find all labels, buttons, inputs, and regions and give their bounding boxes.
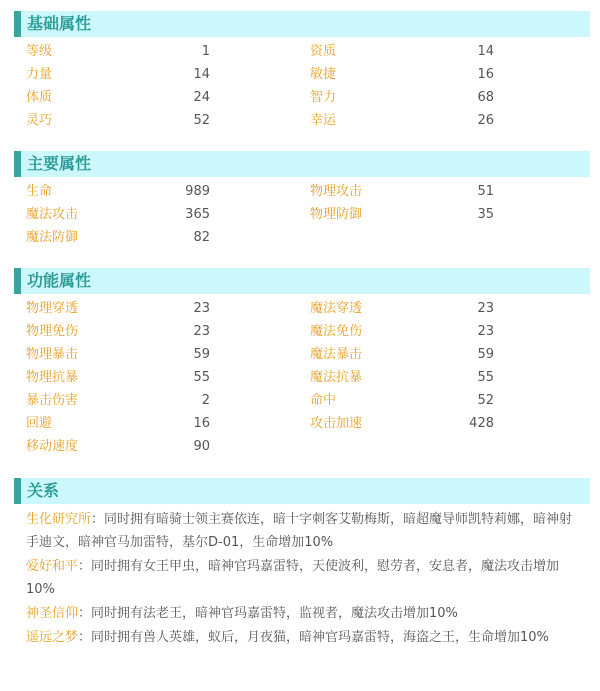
- function-attributes-table: [14, 297, 590, 458]
- attr-row: [14, 343, 590, 366]
- relation-item: [26, 508, 580, 554]
- attr-value: 23: [477, 301, 494, 316]
- attr-label: 暴击伤害: [26, 393, 79, 408]
- attr-label: 灵巧: [26, 113, 53, 128]
- main-attributes-section: [14, 151, 590, 249]
- attr-value: 989: [185, 184, 210, 199]
- attr-value: 2: [201, 393, 210, 408]
- attr-label: 力量: [26, 67, 53, 82]
- attr-label: 魔法攻击: [26, 207, 79, 222]
- attr-label: 魔法暴击: [310, 347, 363, 362]
- attr-row: [14, 366, 590, 389]
- attr-value: 428: [469, 416, 494, 431]
- attr-value: 55: [477, 370, 494, 385]
- attr-label: 体质: [26, 90, 53, 105]
- attr-row: [14, 180, 590, 203]
- basic-attributes-table: [14, 40, 590, 132]
- attr-value: 59: [193, 347, 210, 362]
- attr-label: 物理暴击: [26, 347, 79, 362]
- attr-label: 生命: [26, 184, 53, 199]
- relation-item: [26, 602, 580, 625]
- attr-row: [14, 63, 590, 86]
- attr-label: 物理免伤: [26, 324, 79, 339]
- attr-row: [14, 109, 590, 132]
- relation-text: ：同时拥有兽人英雄，蚁后，月夜猫，暗神官玛嘉雷特，海盗之王，生命增加10%: [78, 630, 549, 645]
- attr-value: 365: [185, 207, 210, 222]
- relations-section: [14, 478, 590, 650]
- attr-value: 52: [193, 113, 210, 128]
- main-attributes-table: [14, 180, 590, 249]
- attr-row: [14, 435, 590, 458]
- attr-label: 魔法防御: [26, 230, 79, 245]
- attr-row: [14, 297, 590, 320]
- attr-label: 魔法穿透: [310, 301, 363, 316]
- attr-row: [14, 226, 590, 249]
- relation-item: [26, 626, 580, 649]
- attr-row: [14, 412, 590, 435]
- relations-list: [14, 508, 590, 649]
- attr-label: 回避: [26, 416, 53, 431]
- attr-label: 幸运: [310, 113, 337, 128]
- attr-value: 24: [193, 90, 210, 105]
- attr-value: 55: [193, 370, 210, 385]
- relation-name: 生化研究所: [26, 512, 92, 527]
- attr-label: 魔法免伤: [310, 324, 363, 339]
- attr-label: 魔法抗暴: [310, 370, 363, 385]
- attr-value: 16: [477, 67, 494, 82]
- attr-label: 物理穿透: [26, 301, 79, 316]
- attr-value: 1: [201, 44, 210, 59]
- attr-row: [14, 203, 590, 226]
- basic-attributes-section: [14, 11, 590, 132]
- relation-name: 遥远之梦: [26, 630, 79, 645]
- attr-value: 14: [477, 44, 494, 59]
- attr-label: 物理抗暴: [26, 370, 79, 385]
- attr-value: 26: [477, 113, 494, 128]
- attr-label: 物理攻击: [310, 184, 363, 199]
- attr-row: [14, 320, 590, 343]
- function-attributes-section: [14, 268, 590, 458]
- relation-name: 神圣信仰: [26, 606, 79, 621]
- attr-label: 资质: [310, 44, 337, 59]
- attr-label: 物理防御: [310, 207, 363, 222]
- attr-value: 16: [193, 416, 210, 431]
- attr-label: 敏捷: [310, 67, 337, 82]
- relation-name: 爱好和平: [26, 559, 79, 574]
- attr-value: 23: [193, 324, 210, 339]
- relation-item: [26, 555, 580, 601]
- attr-value: 23: [193, 301, 210, 316]
- relation-text: ：同时拥有法老王，暗神官玛嘉雷特，监视者，魔法攻击增加10%: [78, 606, 458, 621]
- attr-value: 59: [477, 347, 494, 362]
- attr-label: 命中: [310, 393, 337, 408]
- attr-label: 移动速度: [26, 439, 79, 454]
- attr-value: 82: [193, 230, 210, 245]
- attr-label: 等级: [26, 44, 53, 59]
- attr-value: 52: [477, 393, 494, 408]
- attr-value: 51: [477, 184, 494, 199]
- function-attributes-header: 功能属性: [14, 268, 590, 294]
- attr-value: 35: [477, 207, 494, 222]
- attr-label: 攻击加速: [310, 416, 363, 431]
- attr-row: [14, 40, 590, 63]
- attr-value: 90: [193, 439, 210, 454]
- relation-text: ：同时拥有女王甲虫，暗神官玛嘉雷特，天使波利，慰劳者，安息者，魔法攻击增加10%: [26, 559, 560, 597]
- attr-value: 23: [477, 324, 494, 339]
- attr-row: [14, 86, 590, 109]
- attr-row: [14, 389, 590, 412]
- attr-label: 智力: [310, 90, 337, 105]
- main-attributes-header: 主要属性: [14, 151, 590, 177]
- attr-value: 68: [477, 90, 494, 105]
- basic-attributes-header: 基础属性: [14, 11, 590, 37]
- attr-value: 14: [193, 67, 210, 82]
- relation-text: ：同时拥有暗骑士领主赛依连，暗十字刺客艾勒梅斯，暗超魔导师凯特莉娜，暗神射手迪文，暗神官马加雷特，基尔D-01，生命增加10%: [26, 512, 573, 550]
- relations-header: 关系: [14, 478, 590, 504]
